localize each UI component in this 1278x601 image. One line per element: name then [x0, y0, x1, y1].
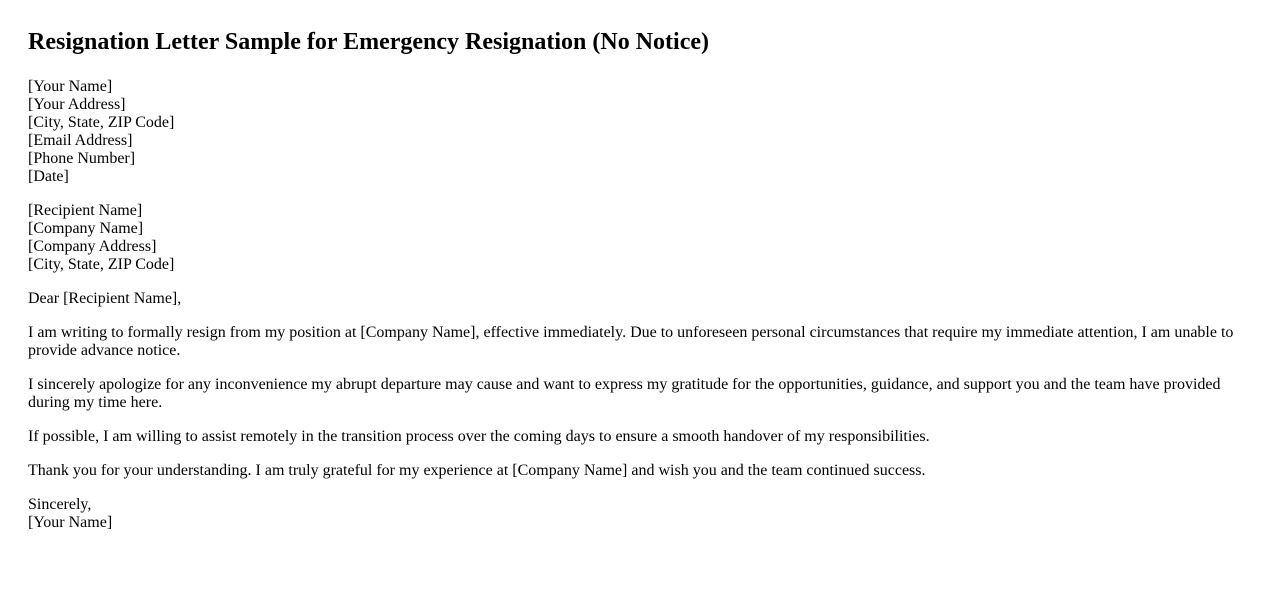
sender-name: [Your Name]: [28, 78, 113, 95]
letter-date: [Date]: [28, 168, 69, 185]
recipient-name: [Recipient Name]: [28, 202, 143, 219]
body-paragraph-4: Thank you for your understanding. I am truly grateful for my experience at [Company Name] and wish you and the team continued success.: [28, 462, 926, 479]
signature-name: [Your Name]: [28, 514, 113, 531]
body-paragraph-1: I am writing to formally resign from my position at [Company Name], effective immediately. Due to unforeseen personal circumstances that require my immediate attention, I am unable to provide advance notice.: [28, 324, 1234, 359]
sender-email: [Email Address]: [28, 132, 133, 149]
recipient-company-name: [Company Name]: [28, 220, 144, 237]
closing-block: [28, 496, 1250, 532]
valediction: Sincerely,: [28, 496, 92, 513]
page-title: Resignation Letter Sample for Emergency Resignation (No Notice): [28, 29, 709, 55]
body-paragraph-2: I sincerely apologize for any inconvenience my abrupt departure may cause and want to express my gratitude for the opportunities, guidance, and support you and the team have provided during my time here.: [28, 376, 1221, 411]
salutation: Dear [Recipient Name],: [28, 290, 182, 307]
sender-city-state-zip: [City, State, ZIP Code]: [28, 114, 175, 131]
recipient-company-address: [Company Address]: [28, 238, 157, 255]
body-paragraph-3: If possible, I am willing to assist remotely in the transition process over the coming days to ensure a smooth handover of my responsibilities.: [28, 428, 930, 445]
sender-phone: [Phone Number]: [28, 150, 136, 167]
recipient-address-block: [28, 202, 1250, 274]
recipient-city-state-zip: [City, State, ZIP Code]: [28, 256, 175, 273]
sender-address: [Your Address]: [28, 96, 126, 113]
sender-address-block: [28, 78, 1250, 186]
